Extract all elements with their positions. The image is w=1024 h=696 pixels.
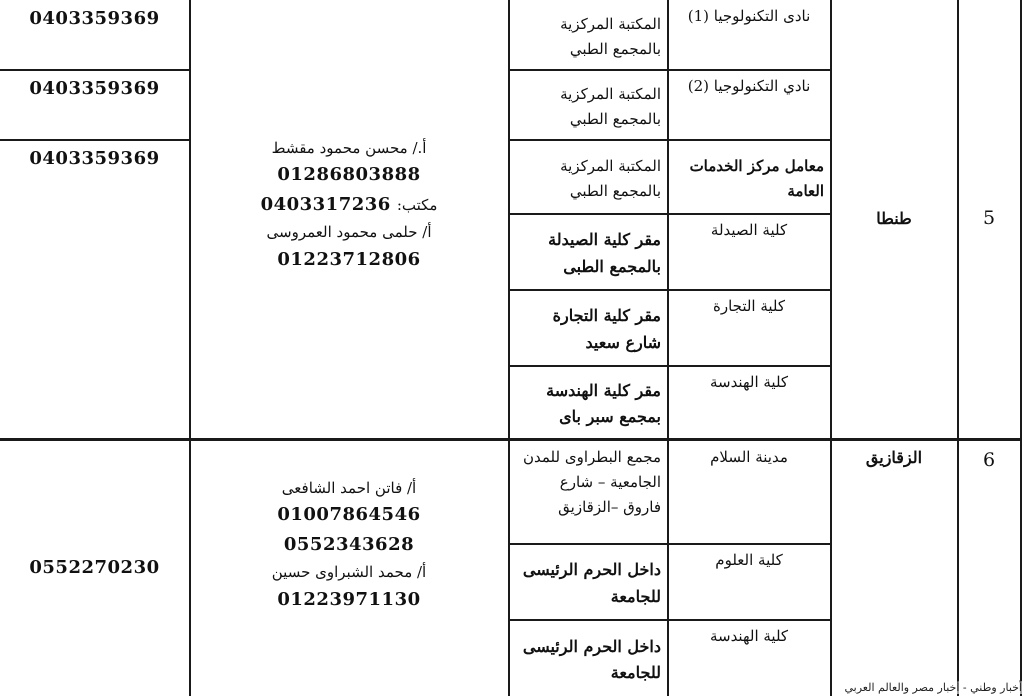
venue-line: بالمجمع الطبي <box>569 181 661 200</box>
venue-line: فاروق –الزقازيق <box>558 497 661 516</box>
watermark: أخبار وطني - أخبار مصر والعالم العربي <box>844 681 1022 694</box>
contacts-list <box>272 476 426 615</box>
center-name: كلية الهندسة <box>709 627 789 645</box>
venue-line: للجامعة <box>610 663 661 682</box>
contacts-list <box>261 136 438 275</box>
venue-line: مجمع البطراوى للمدن <box>522 448 661 466</box>
center-name: نادي التكنولوجيا (2) <box>687 77 811 95</box>
center-name: كلية التجارة <box>712 297 786 315</box>
venue-line: داخل الحرم الرئيسى <box>522 560 661 580</box>
group-number: 5 <box>982 207 996 230</box>
contact-name: أ/ حلمى محمود العمروسى <box>266 222 432 241</box>
venue <box>509 620 667 696</box>
contact-phone: 01286803888 <box>277 164 421 186</box>
group-number: 6 <box>982 449 996 471</box>
venue-line: داخل الحرم الرئيسى <box>522 636 661 656</box>
venue-line: للجامعة <box>610 586 661 606</box>
venue-line: المكتبة المركزية <box>560 14 661 33</box>
contact-name: أ./ محسن محمود مقشط <box>271 138 427 157</box>
venue-line: بمجمع سبر باى <box>559 407 661 426</box>
venue-line: المكتبة المركزية <box>560 84 661 103</box>
phone-number: 0403359369 <box>29 78 160 99</box>
center-name <box>668 140 830 213</box>
office-row <box>261 190 438 220</box>
office-label: مكتب: <box>396 196 438 215</box>
venue <box>509 214 667 289</box>
venue <box>509 290 667 365</box>
city-name: الزقازيق <box>865 448 923 467</box>
venue-line: المكتبة المركزية <box>560 156 661 175</box>
venue <box>509 70 667 139</box>
center-name: نادى التكنولوجيا (1) <box>687 7 811 25</box>
venue <box>509 366 667 438</box>
center-name: كلية العلوم <box>715 551 783 569</box>
center-line: العامة <box>787 181 824 200</box>
venue <box>509 140 667 213</box>
venue <box>509 0 667 69</box>
venue-line: بالمجمع الطبي <box>569 39 661 58</box>
venue <box>509 441 667 543</box>
venue <box>509 544 667 619</box>
venue-line: الجامعية – شارع <box>559 472 661 491</box>
contact-name: أ/ فاتن احمد الشافعى <box>281 478 417 497</box>
office-phone: 0403317236 <box>260 194 391 216</box>
center-name: كلية الهندسة <box>709 373 789 391</box>
phone-number: 0403359369 <box>29 148 160 169</box>
venue-line: مقر كلية الهندسة <box>546 380 661 400</box>
contact-name: أ/ محمد الشبراوى حسين <box>271 562 427 581</box>
contact-phone: 01223971130 <box>277 588 421 610</box>
city-name: طنطا <box>876 208 912 228</box>
venue-line: مقر كلية الصيدلة <box>548 230 661 250</box>
center-name: مدينة السلام <box>710 448 788 466</box>
venue-line: مقر كلية التجارة <box>552 306 661 326</box>
venue-line: بالمجمع الطبى <box>563 256 661 276</box>
phone-number: 0403359369 <box>29 8 160 29</box>
venue-line: شارع سعيد <box>585 332 661 352</box>
contact-phone: 01007864546 <box>277 504 421 526</box>
venue-line: بالمجمع الطبي <box>569 109 661 128</box>
contacts-block <box>190 470 508 620</box>
col-divider <box>1020 0 1022 696</box>
contact-phone: 01223712806 <box>277 248 421 270</box>
contacts-block <box>190 130 508 280</box>
contact-phone: 0552343628 <box>283 534 415 556</box>
center-name: كلية الصيدلة <box>710 221 788 239</box>
phone-number: 0552270230 <box>29 557 160 579</box>
center-line: معامل مركز الخدمات <box>689 156 824 175</box>
